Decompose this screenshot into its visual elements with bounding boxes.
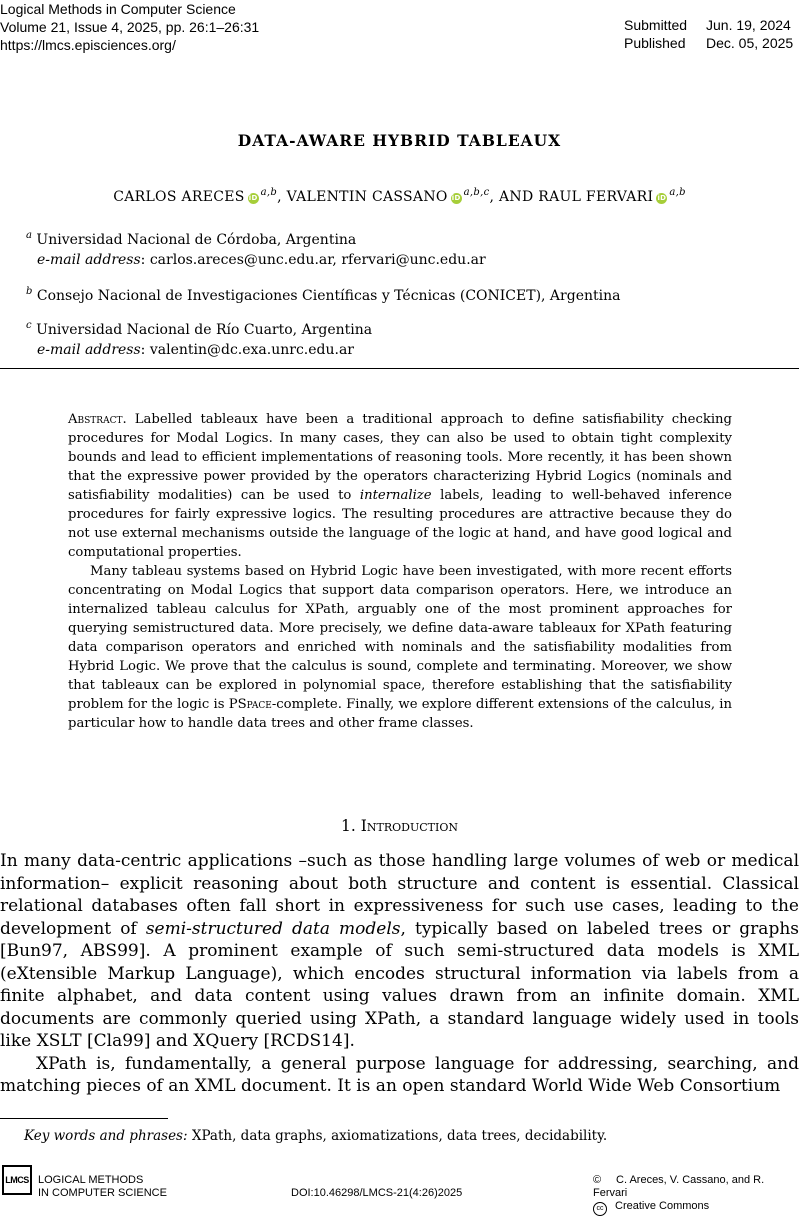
email-address[interactable]: : valentin@dc.exa.unrc.edu.ar	[140, 342, 354, 358]
doi[interactable]: DOI:10.46298/LMCS-21(4:26)2025	[291, 1187, 463, 1199]
journal-volume: Volume 21, Issue 4, 2025, pp. 26:1–26:31	[0, 19, 260, 35]
published-label: Published	[624, 35, 686, 51]
author-list: CARLOS ARECES iD $^{a,b}$, VALENTIN CASSANO iD $^{a,b,c}$, AND RAUL FERVARI iD $^{a,b}$	[113, 187, 686, 205]
author-name: RAUL FERVARI	[538, 189, 654, 205]
body-paragraph: XPath is, fundamentally, a general purpose language for addressing, searching, and matching pieces of an XML document. It is an open standard World Wide Web Consortium	[0, 1053, 799, 1096]
submitted-label: Submitted	[624, 17, 688, 33]
copyright-icon: ©	[593, 1174, 602, 1186]
submitted-date: Jun. 19, 2024	[706, 17, 791, 33]
author-affil-marks: a,b	[669, 187, 686, 198]
keywords-label: Key words and phrases:	[24, 1128, 188, 1144]
abstract-paragraph: Many tableau systems based on Hybrid Logic have been investigated, with more recent efforts concentrating on Modal Logics that support data comparison operators. Here, we introduce an internalized tableau calculus for XPath, arguably one of the most prominent approaches for querying semistructured data. More precisely, we define data-aware tableaux for XPath featuring data comparison operators and enriched with nominals and the satisfiability modalities from Hybrid Logic. We prove that the calculus is sound, complete and terminating. Moreover, we show that tableaux can be explored in polynomial space, therefore establishing that the satisfiability problem for the logic is PSpace-complete. Finally, we explore different extensions of the calculus, in particular how to handle data trees and other frame classes.	[68, 564, 732, 731]
creative-commons-icon: cc	[593, 1202, 607, 1216]
license-info	[593, 1174, 799, 1216]
copyright-holders: C. Areces, V. Cassano, and R. Fervari	[593, 1174, 765, 1199]
journal-header	[0, 0, 259, 54]
intro-body	[0, 850, 799, 1098]
email-label: e-mail address	[37, 252, 141, 268]
lmcs-logo-icon: LMCS	[2, 1165, 32, 1195]
published-date: Dec. 05, 2025	[706, 35, 794, 51]
section-heading	[0, 817, 799, 835]
keywords-text: XPath, data graphs, axiomatizations, data trees, decidability.	[187, 1128, 608, 1144]
abstract-paragraph: Abstract. Labelled tableaux have been a traditional approach to define satisfiability checking procedures for Modal Logics. In many cases, they can also be used to obtain tight complexity bounds and lead to efficient implementations of reasoning tools. More recently, it has been shown that the expressive power provided by the operators characterizing Hybrid Logics (nominals and satisfiability modalities) can be used to internalize labels, leading to well-behaved inference procedures for fairly expressive logics. The resulting procedures are attractive because they do not use external mechanisms outside the language of the logic at hand, and have good logical and computational properties.	[68, 412, 732, 560]
affiliation-a: $^a$ Universidad Nacional de Córdoba, Argentina e-mail address: carlos.areces@unc.edu.ar, rfervari@unc.edu.ar	[26, 230, 486, 268]
affiliation-c: $^c$ Universidad Nacional de Río Cuarto, Argentina e-mail address: valentin@dc.exa.unrc.edu.ar	[26, 320, 373, 358]
section-title: Introduction	[360, 817, 458, 835]
header-divider	[0, 368, 799, 369]
keywords	[24, 1128, 607, 1144]
journal-url[interactable]: https://lmcs.episciences.org/	[0, 37, 176, 53]
email-label: e-mail address	[37, 342, 141, 358]
orcid-icon[interactable]: iD	[451, 194, 461, 202]
author-name: CARLOS ARECES	[113, 189, 245, 205]
email-address[interactable]: : carlos.areces@unc.edu.ar, rfervari@unc.edu.ar	[140, 252, 486, 268]
paper-title: DATA-AWARE HYBRID TABLEAUX	[237, 131, 562, 150]
affiliation-name: Universidad Nacional de Río Cuarto, Argentina	[36, 322, 373, 338]
footnote-divider	[0, 1118, 168, 1119]
abstract-label: Abstract	[68, 412, 123, 427]
affiliation-name: Consejo Nacional de Investigaciones Científicas y Técnicas (CONICET), Argentina	[36, 288, 621, 304]
orcid-icon[interactable]: iD	[248, 194, 258, 202]
journal-name: Logical Methods in Computer Science	[0, 1, 236, 17]
body-paragraph: In many data-centric applications –such as those handling large volumes of web or medical information– explicit reasoning about both structure and content is essential. Classical relational databases often fall short in expressiveness for such use cases, leading to the development of semi-structured data models, typically based on labeled trees or graphs [Bun97, ABS99]. A prominent example of such semi-structured data models is XML (eXtensible Markup Language), which encodes structural information via labels from a finite alphabet, and data content using values drawn from an infinite domain. XML documents are commonly queried using XPath, a standard language widely used in tools like XSLT [Cla99] and XQuery [RCDS14].	[0, 851, 799, 1051]
lmcs-logo	[2, 1165, 32, 1195]
author-affil-marks: a,b,c	[463, 187, 490, 198]
section-number: 1.	[341, 817, 361, 835]
license-name[interactable]: Creative Commons	[615, 1200, 710, 1212]
abstract	[68, 410, 732, 733]
publisher-name: LOGICAL METHODS IN COMPUTER SCIENCE	[38, 1174, 167, 1199]
affiliation-name: Universidad Nacional de Córdoba, Argentina	[36, 232, 357, 248]
submission-dates	[624, 16, 793, 52]
affiliation-b: $^b$ Consejo Nacional de Investigaciones Científicas y Técnicas (CONICET), Argentina	[26, 286, 621, 304]
author-name: VALENTIN CASSANO	[286, 189, 448, 205]
orcid-icon[interactable]: iD	[657, 194, 667, 202]
author-affil-marks: a,b	[260, 187, 278, 198]
